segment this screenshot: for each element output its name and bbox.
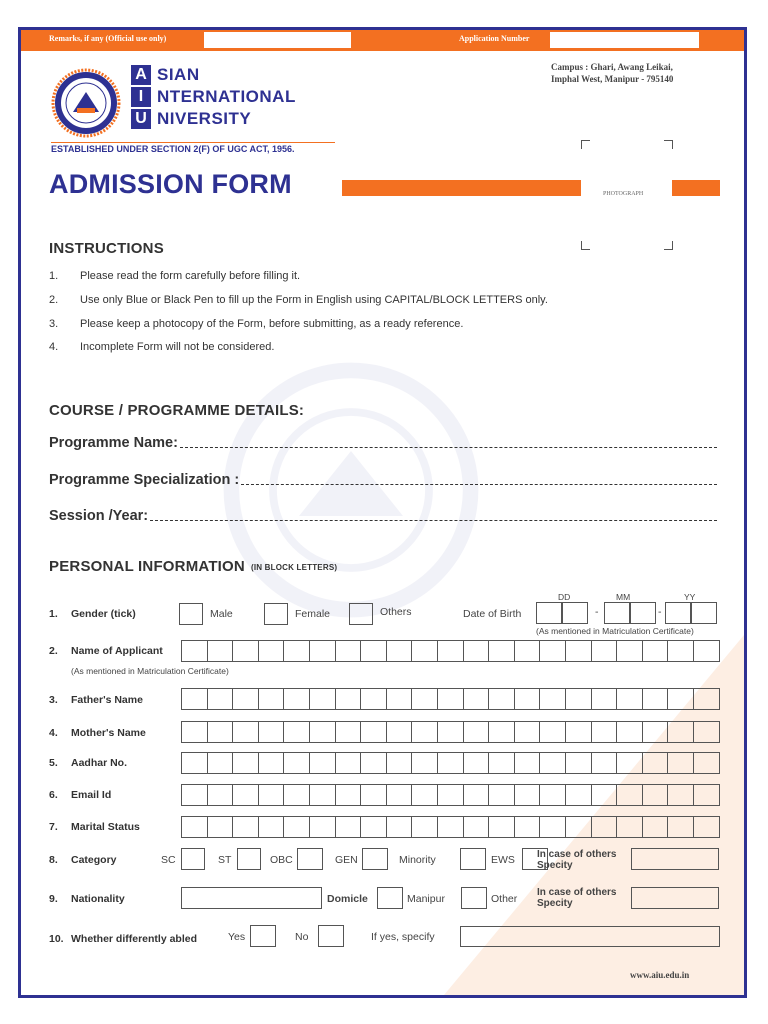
- char-box[interactable]: [463, 640, 490, 662]
- char-box[interactable]: [488, 721, 515, 743]
- name-note: (As mentioned in Matriculation Certificate): [71, 666, 229, 676]
- char-box[interactable]: [335, 752, 362, 774]
- char-box[interactable]: [616, 752, 643, 774]
- dob-label: Date of Birth: [463, 608, 522, 620]
- photograph-box[interactable]: [581, 140, 673, 250]
- char-box[interactable]: [181, 721, 208, 743]
- gender-others-checkbox[interactable]: [349, 603, 373, 625]
- corner-mark: [581, 241, 590, 250]
- char-box[interactable]: [693, 640, 720, 662]
- char-box[interactable]: [283, 688, 310, 710]
- char-box[interactable]: [309, 721, 336, 743]
- char-box[interactable]: [386, 784, 413, 806]
- char-box[interactable]: [514, 688, 541, 710]
- dob-note: (As mentioned in Matriculation Certificate): [536, 626, 694, 636]
- char-box[interactable]: [693, 752, 720, 774]
- char-box[interactable]: [565, 640, 592, 662]
- char-box[interactable]: [437, 640, 464, 662]
- nationality-label: 9. Nationality: [49, 893, 125, 905]
- category-others-label: In case of others Specity: [537, 849, 617, 871]
- nationality-others-field[interactable]: [631, 887, 719, 909]
- campus-address: Campus : Ghari, Awang Leikai, Imphal West, Manipur - 795140: [551, 62, 674, 84]
- char-box[interactable]: [539, 784, 566, 806]
- char-box[interactable]: [258, 784, 285, 806]
- char-box[interactable]: [616, 816, 643, 838]
- photograph-label: PHOTOGRAPH: [603, 191, 644, 197]
- char-box[interactable]: [693, 721, 720, 743]
- char-box[interactable]: [258, 721, 285, 743]
- char-box[interactable]: [386, 816, 413, 838]
- instructions-heading: INSTRUCTIONS: [49, 240, 164, 257]
- mother-name-label: 4. Mother's Name: [49, 727, 146, 739]
- char-box[interactable]: [539, 688, 566, 710]
- char-box[interactable]: [360, 816, 387, 838]
- char-box[interactable]: [667, 784, 694, 806]
- category-label: 8. Category: [49, 854, 117, 866]
- category-sc-checkbox[interactable]: [181, 848, 205, 870]
- char-box[interactable]: [667, 752, 694, 774]
- char-box[interactable]: [411, 688, 438, 710]
- title-accent-bar: [342, 180, 581, 196]
- remarks-label: Remarks, if any (Official use only): [49, 34, 167, 43]
- course-heading: COURSE / PROGRAMME DETAILS:: [49, 402, 305, 419]
- top-bar: [21, 30, 744, 51]
- char-box[interactable]: [514, 816, 541, 838]
- char-box[interactable]: [591, 721, 618, 743]
- char-box[interactable]: [386, 721, 413, 743]
- char-box[interactable]: [232, 784, 259, 806]
- char-box[interactable]: [411, 640, 438, 662]
- page-title: ADMISSION FORM: [49, 169, 292, 199]
- char-box[interactable]: [616, 721, 643, 743]
- char-box[interactable]: [488, 640, 515, 662]
- char-box[interactable]: [514, 640, 541, 662]
- instruction-item: 1. Please read the form carefully before filling it.: [49, 270, 301, 282]
- char-box[interactable]: [411, 816, 438, 838]
- char-box[interactable]: [360, 752, 387, 774]
- char-box[interactable]: [565, 784, 592, 806]
- char-box[interactable]: [565, 752, 592, 774]
- char-box[interactable]: [667, 816, 694, 838]
- marital-status-label: 7. Marital Status: [49, 821, 140, 833]
- char-box[interactable]: [591, 752, 618, 774]
- char-box[interactable]: [335, 784, 362, 806]
- char-box[interactable]: [335, 640, 362, 662]
- father-name-label: 3. Father's Name: [49, 694, 143, 706]
- char-box[interactable]: [463, 784, 490, 806]
- char-box[interactable]: [258, 752, 285, 774]
- abled-specify-field[interactable]: [460, 926, 720, 947]
- char-box[interactable]: [335, 816, 362, 838]
- char-box[interactable]: [207, 784, 234, 806]
- char-box[interactable]: [207, 752, 234, 774]
- char-box[interactable]: [642, 688, 669, 710]
- domicile-checkbox[interactable]: [377, 887, 403, 909]
- char-box[interactable]: [283, 784, 310, 806]
- char-box[interactable]: [565, 721, 592, 743]
- char-box[interactable]: [565, 816, 592, 838]
- personal-heading: PERSONAL INFORMATION (IN BLOCK LETTERS): [49, 558, 338, 575]
- nationality-others-label: In case of others Specity: [537, 887, 617, 909]
- char-box[interactable]: [181, 752, 208, 774]
- char-box[interactable]: [693, 816, 720, 838]
- char-box[interactable]: [309, 784, 336, 806]
- application-number-field[interactable]: [550, 32, 699, 48]
- char-box[interactable]: [232, 688, 259, 710]
- char-box[interactable]: [207, 688, 234, 710]
- char-box[interactable]: [283, 816, 310, 838]
- corner-mark: [664, 241, 673, 250]
- abled-yes-checkbox[interactable]: [250, 925, 276, 947]
- char-box[interactable]: [463, 688, 490, 710]
- char-box[interactable]: [514, 721, 541, 743]
- char-box[interactable]: [232, 721, 259, 743]
- char-box[interactable]: [642, 784, 669, 806]
- char-box[interactable]: [181, 640, 208, 662]
- gender-label: 1. Gender (tick): [49, 608, 136, 620]
- logo-divider: [51, 142, 335, 143]
- remarks-field[interactable]: [204, 32, 351, 48]
- category-minority-checkbox[interactable]: [460, 848, 486, 870]
- char-box[interactable]: [616, 784, 643, 806]
- abled-no-checkbox[interactable]: [318, 925, 344, 947]
- category-obc-checkbox[interactable]: [297, 848, 323, 870]
- gender-female-checkbox[interactable]: [264, 603, 288, 625]
- applicant-name-label: 2. Name of Applicant: [49, 645, 163, 657]
- domicile-manipur-checkbox[interactable]: [461, 887, 487, 909]
- char-box[interactable]: [207, 816, 234, 838]
- char-box[interactable]: [591, 640, 618, 662]
- title-accent-bar-right: [672, 180, 720, 196]
- char-box[interactable]: [693, 784, 720, 806]
- char-box[interactable]: [667, 640, 694, 662]
- char-box[interactable]: [335, 721, 362, 743]
- char-box[interactable]: [488, 816, 515, 838]
- char-box[interactable]: [411, 752, 438, 774]
- char-box[interactable]: [411, 721, 438, 743]
- char-box[interactable]: [181, 816, 208, 838]
- char-box[interactable]: [309, 688, 336, 710]
- char-box[interactable]: [309, 752, 336, 774]
- category-st-checkbox[interactable]: [237, 848, 261, 870]
- char-box[interactable]: [693, 688, 720, 710]
- char-box[interactable]: [591, 816, 618, 838]
- dob-dd-cell[interactable]: [536, 602, 562, 624]
- instruction-item: 4. Incomplete Form will not be considered.: [49, 341, 275, 353]
- dob-mm-cell[interactable]: [604, 602, 630, 624]
- char-box[interactable]: [360, 721, 387, 743]
- char-box[interactable]: [616, 688, 643, 710]
- char-box[interactable]: [667, 721, 694, 743]
- char-box[interactable]: [283, 721, 310, 743]
- char-box[interactable]: [232, 640, 259, 662]
- dob-yy-cell[interactable]: [665, 602, 691, 624]
- corner-mark: [664, 140, 673, 149]
- gender-male-checkbox[interactable]: [179, 603, 203, 625]
- char-box[interactable]: [463, 721, 490, 743]
- char-box[interactable]: [232, 752, 259, 774]
- dob-dd-cell[interactable]: [562, 602, 588, 624]
- char-box[interactable]: [181, 784, 208, 806]
- char-box[interactable]: [309, 816, 336, 838]
- char-box[interactable]: [283, 640, 310, 662]
- char-box[interactable]: [258, 688, 285, 710]
- char-box[interactable]: [488, 688, 515, 710]
- session-year-field[interactable]: Session /Year:: [49, 508, 717, 524]
- watermark-seal-icon: [221, 360, 481, 620]
- char-box[interactable]: [309, 640, 336, 662]
- category-others-field[interactable]: [631, 848, 719, 870]
- programme-specialization-field[interactable]: Programme Specialization :: [49, 472, 717, 488]
- char-box[interactable]: [642, 752, 669, 774]
- char-box[interactable]: [283, 752, 310, 774]
- char-box[interactable]: [386, 688, 413, 710]
- char-box[interactable]: [616, 640, 643, 662]
- admission-form-page: Remarks, if any (Official use only) Application Number Campus : Ghari, Awang Leikai, Imphal West, Manipur - 795140 A SIAN I NTERNATIONAL U NIVERSITY ESTABLISHED UNDER SECTION 2(F) OF UGC ACT, 1956. ADMISSION FORM PHOTOGRAPH INSTRUCTIONS 1. Please read the form carefully before filling it. 2. Use only Blue or Black Pen to fill up the Form in English using CAPITAL/BLOCK LETTERS only. 3. Please keep a photocopy of the Form, before submitting, as a ready reference. 4. Incomplete Form will not be considered. COURSE / PROGRAMME DETAILS: Programme Name: Programme Specialization : Session /Year: PERSONAL INFORMATION (IN BLOCK LETTERS) 1. Gender (tick) Male Female Others DD MM YY Date of Birth - - (As mentioned in Matriculation Certificate) 2. Name of Applicant (As mentioned in Matriculation Certificate) 3. Father's Name 4. Mother's Name 5. Aadhar No. 6. Email Id 7. Marital Status 8. Category SC ST OBC GEN Minority EWS In case of others Specity 9. Nationality Domicle Manipur Other In case of others Specity 10. Whether differently abled Yes No If yes, specify www.aiu.edu.in: [18, 27, 747, 998]
- char-box[interactable]: [437, 721, 464, 743]
- application-number-label: Application Number: [459, 34, 530, 43]
- char-box[interactable]: [591, 784, 618, 806]
- char-box[interactable]: [411, 784, 438, 806]
- char-box[interactable]: [437, 816, 464, 838]
- established-text: ESTABLISHED UNDER SECTION 2(F) OF UGC ACT, 1956.: [51, 144, 295, 154]
- dob-yy-cell[interactable]: [691, 602, 717, 624]
- char-box[interactable]: [360, 640, 387, 662]
- char-box[interactable]: [437, 752, 464, 774]
- char-box[interactable]: [539, 816, 566, 838]
- programme-name-field[interactable]: Programme Name:: [49, 435, 717, 451]
- char-box[interactable]: [258, 816, 285, 838]
- website-url: www.aiu.edu.in: [630, 970, 690, 980]
- char-box[interactable]: [386, 640, 413, 662]
- char-box[interactable]: [539, 640, 566, 662]
- instruction-item: 2. Use only Blue or Black Pen to fill up the Form in English using CAPITAL/BLOCK LETTERS only.: [49, 294, 548, 306]
- char-box[interactable]: [437, 688, 464, 710]
- char-box[interactable]: [591, 688, 618, 710]
- instruction-item: 3. Please keep a photocopy of the Form, before submitting, as a ready reference.: [49, 318, 464, 330]
- email-label: 6. Email Id: [49, 789, 112, 801]
- char-box[interactable]: [360, 784, 387, 806]
- char-box[interactable]: [181, 688, 208, 710]
- corner-mark: [581, 140, 590, 149]
- aadhar-label: 5. Aadhar No.: [49, 757, 128, 769]
- char-box[interactable]: [667, 688, 694, 710]
- char-box[interactable]: [488, 752, 515, 774]
- char-box[interactable]: [258, 640, 285, 662]
- char-box[interactable]: [232, 816, 259, 838]
- char-box[interactable]: [514, 752, 541, 774]
- char-box[interactable]: [565, 688, 592, 710]
- differently-abled-label: 10. Whether differently abled: [49, 933, 198, 945]
- char-box[interactable]: [360, 688, 387, 710]
- char-box[interactable]: [463, 816, 490, 838]
- char-box[interactable]: [539, 721, 566, 743]
- char-box[interactable]: [386, 752, 413, 774]
- char-box[interactable]: [642, 640, 669, 662]
- nationality-field[interactable]: [181, 887, 322, 909]
- char-box[interactable]: [335, 688, 362, 710]
- char-box[interactable]: [463, 752, 490, 774]
- char-box[interactable]: [488, 784, 515, 806]
- char-box[interactable]: [642, 721, 669, 743]
- char-box[interactable]: [207, 721, 234, 743]
- char-box[interactable]: [514, 784, 541, 806]
- dob-mm-cell[interactable]: [630, 602, 656, 624]
- char-box[interactable]: [207, 640, 234, 662]
- char-box[interactable]: [642, 816, 669, 838]
- category-gen-checkbox[interactable]: [362, 848, 388, 870]
- char-box[interactable]: [539, 752, 566, 774]
- university-seal-icon: [51, 68, 121, 138]
- char-box[interactable]: [437, 784, 464, 806]
